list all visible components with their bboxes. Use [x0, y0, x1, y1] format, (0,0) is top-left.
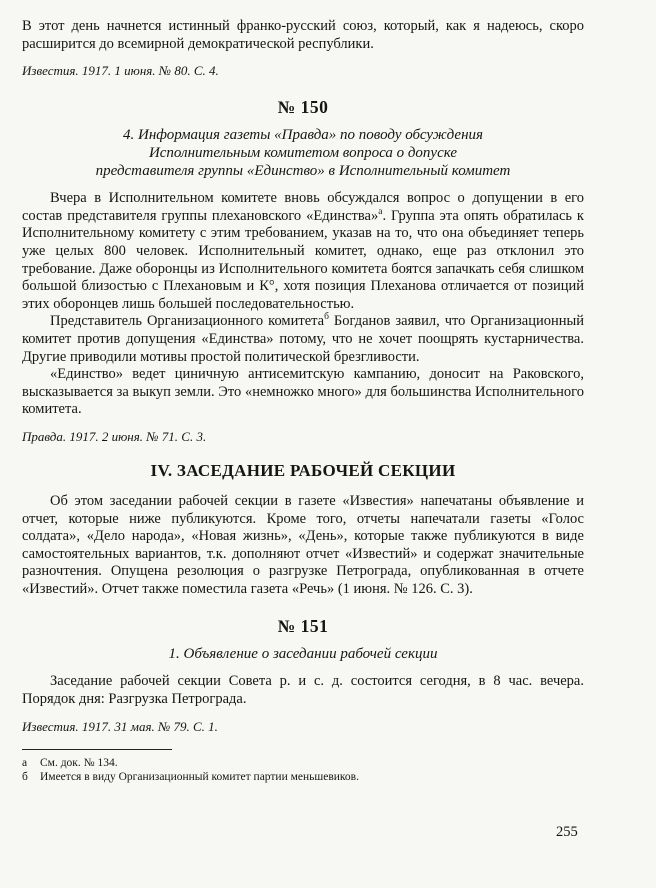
doc-150-title-line-1: 4. Информация газеты «Правда» по поводу обсуждения [122, 127, 484, 144]
footnote-b-mark: б [22, 770, 28, 783]
doc-150-source-citation: Правда. 1917. 2 июня. № 71. С. 3. [22, 428, 207, 444]
top-source-citation: Известия. 1917. 1 июня. № 80. С. 4. [22, 63, 219, 79]
footnote-a-text: См. док. № 134. [40, 756, 118, 769]
footnote-divider [22, 749, 172, 750]
top-paragraph: В этот день начнется истинный франко-русский союз, который, как я надеюсь, скоро расширится до всемирной демократической республики. [22, 18, 584, 52]
doc-151-paragraph: Заседание рабочей секции Совета р. и с. д. состоится сегодня, в 8 час. вечера. Порядок дня: Разгрузка Петрограда. [22, 673, 584, 708]
section-4-heading: IV. ЗАСЕДАНИЕ РАБОЧЕЙ СЕКЦИИ [150, 460, 456, 480]
doc-150-paragraph-2 [22, 313, 584, 366]
doc-150-p2-text-a: Представитель Организационного комитета [50, 313, 325, 330]
doc-150-title-line-2: Исполнительным комитетом вопроса о допуске [148, 145, 458, 162]
doc-150-title [22, 126, 584, 180]
doc-150-p1-text-a: Вчера в Исполнительном комитете вновь обсуждался вопрос о допущении в его состав представителя группы плехановского «Единства» [22, 190, 584, 224]
footnote-b [22, 770, 584, 784]
doc-150-title-line-3: представителя группы «Единство» в Исполнительный комитет [95, 163, 511, 180]
doc-150-number: № 150 [277, 97, 329, 118]
doc-151-title: 1. Объявление о заседании рабочей секции [168, 646, 438, 663]
footnote-a-mark: а [22, 756, 28, 769]
footnote-ref-b: б [324, 312, 329, 323]
section-4-intro-paragraph: Об этом заседании рабочей секции в газете «Известия» напечатаны объявление и отчет, которые ниже публикуются. Кроме того, отчеты напечатали газеты «Голос солдата», «Дело народа», «Новая жизнь», «День», которые также публикуются в виде самостоятельных вариантов, т.к. дополняют отчет «Известий» и содержат значительные разночтения. Опущена резолюция о разгрузке Петрограда, опубликованная в отчете «Известий». Отчет также поместила газета «Речь» (1 июня. № 126. С. 3). [22, 492, 584, 597]
doc-150-paragraph-1 [22, 190, 584, 313]
page-number: 255 [556, 824, 578, 840]
page-body [22, 18, 584, 784]
footnote-ref-a: а [378, 206, 383, 217]
doc-150-paragraph-3: «Единство» ведет циничную антисемитскую кампанию, доносит на Раковского, высказывается за выкуп земли. Это «немножко много» для большинства Исполнительного комитета. [22, 366, 584, 418]
doc-150-p1-text-b: . Группа эта опять обратилась к Исполнительному комитету с этим требованием, указав на то, что она объединяет теперь уже целых 800 человек. Исполнительный комитет, однако, еще раз отклонил это требование. Даже оборонцы из Исполнительного комитета боятся запачкать себя слишком большой близостью с Плехановым и К°, хотя позиция Плеханова отличается от позиций этих оборонцев лишь большей последовательностью. [22, 207, 584, 312]
doc-151-source-citation: Известия. 1917. 31 мая. № 79. С. 1. [22, 718, 218, 734]
footnote-a [22, 756, 584, 770]
doc-151-number: № 151 [277, 616, 329, 637]
footnote-b-text: Имеется в виду Организационный комитет партии меньшевиков. [40, 770, 359, 783]
doc-150-p2-text-b: Богданов заявил, что Организационный комитет против допущения «Единства» потому, что не хочет поощрять кустарничества. Другие приводили мотивы простой политической брезгливости. [22, 313, 584, 365]
